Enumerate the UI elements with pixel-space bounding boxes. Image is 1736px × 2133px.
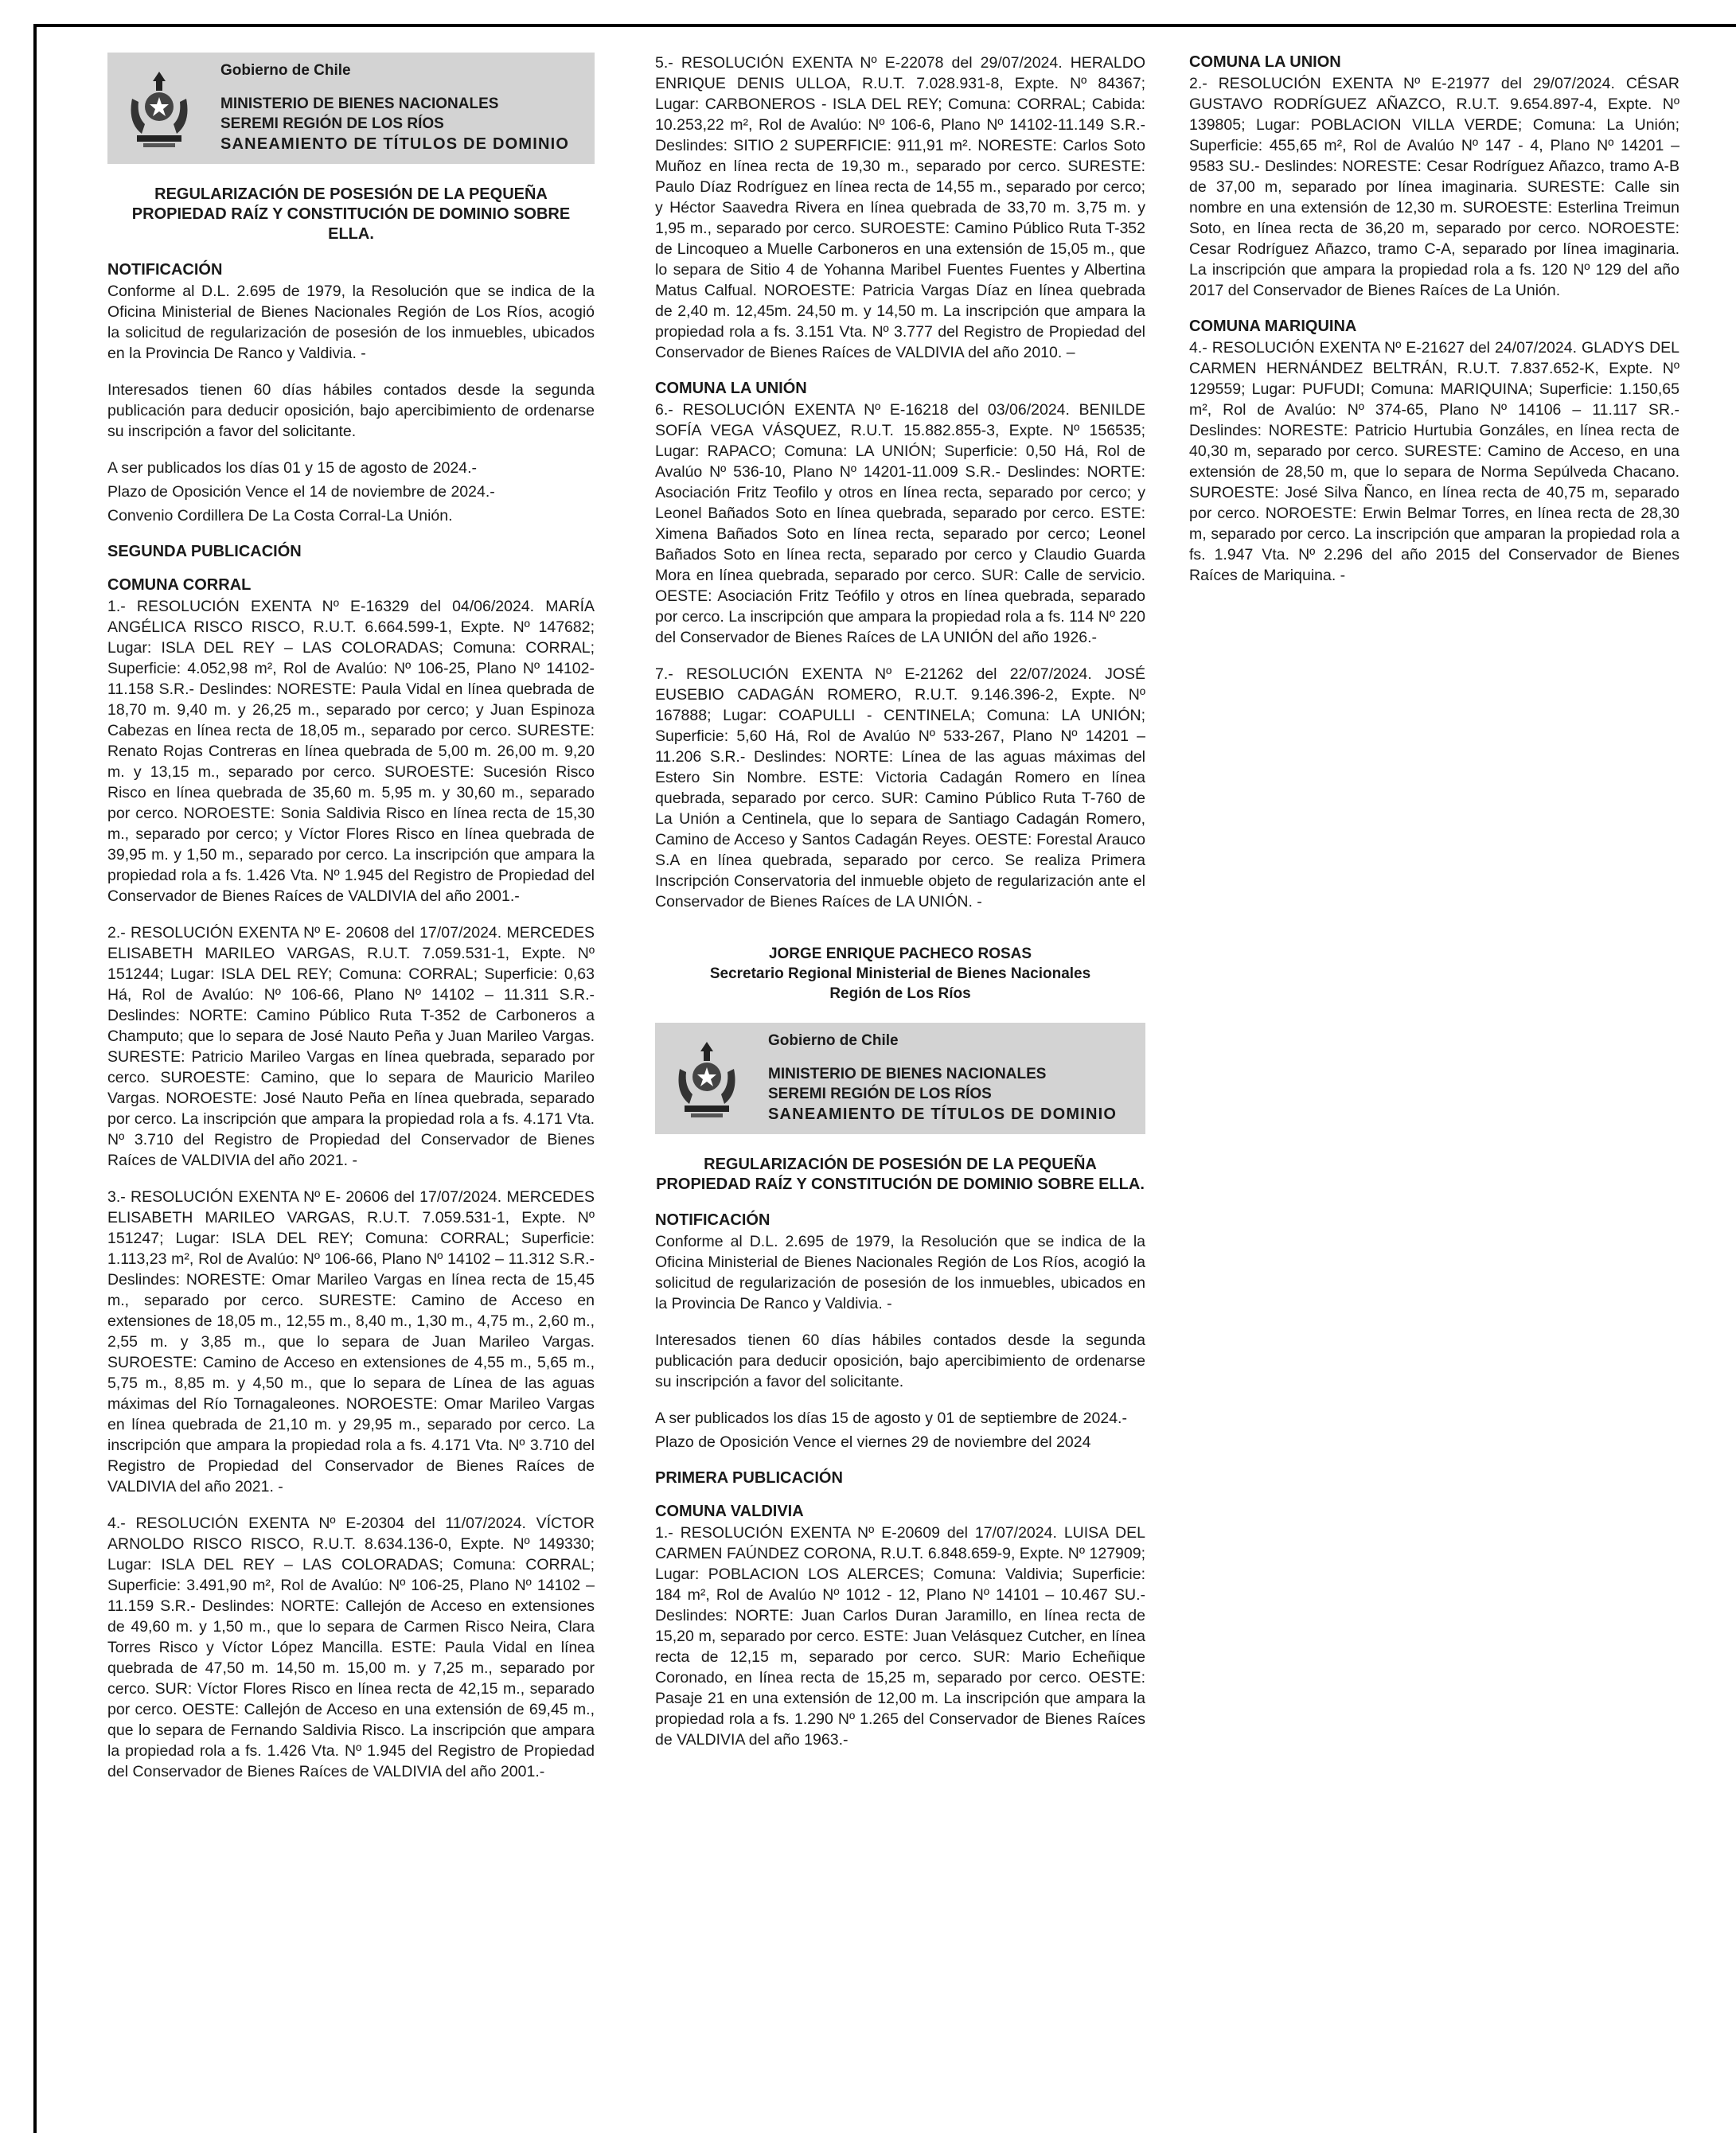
column-1	[107, 53, 595, 1798]
comuna-heading: COMUNA LA UNIÓN	[655, 380, 807, 397]
notificacion-heading: NOTIFICACIÓN	[107, 261, 223, 279]
resolution-item: 5.- RESOLUCIÓN EXENTA Nº E-22078 del 29/07/2024. HERALDO ENRIQUE DENIS ULLOA, R.U.T. 7.028.931-8, Expte. Nº 84367; Lugar: CARBONEROS - ISLA DEL REY; Comuna: CORRAL; Cabida: 10.253,22 m², Rol de Avalúo: Nº 106-6, Plano Nº 14102-11.149 S.R.- Deslindes: SITIO 2 SUPERFICIE: 911,91 m². NORESTE: Carlos Soto Muñoz en línea recta de 19,30 m., separado por cerco. SURESTE: Paulo Díaz Rodríguez en línea recta de 14,55 m., separado por cerco; y Héctor Saavedra Rivera en línea quebrada de 33,70 m. 3,75 m. y 1,95 m., separado por cerco. SUROESTE: Camino Público Ruta T-352 de Lincoqueo a Muelle Carboneros en una extensión de 15,05 m., que lo separa de Sitio 4 de Yohanna Maribel Fuentes Fuentes y Albertina Matus Calfual. NOROESTE: Patricia Vargas Díaz en línea quebrada de 2,40 m. 12,45m. 24,50 m. y 14,50 m. La inscripción que ampara la propiedad rola a fs. 3.151 Vta. Nº 3.777 del Registro de Propiedad del Conservador de Bienes Raíces de VALDIVIA del año 2010. –	[655, 54, 1145, 361]
chile-coat-of-arms-icon	[107, 57, 211, 160]
comuna-heading: COMUNA LA UNION	[1189, 53, 1341, 71]
signatory-role: Secretario Regional Ministerial de Bienes Nacionales	[709, 965, 1091, 982]
signature-block	[655, 944, 1145, 1004]
gobierno-label: Gobierno de Chile	[768, 1031, 899, 1049]
resolution-item: 6.- RESOLUCIÓN EXENTA Nº E-16218 del 03/06/2024. BENILDE SOFÍA VEGA VÁSQUEZ, R.U.T. 15.882.855-3, Expte. Nº 156535; Lugar: RAPACO; Comuna: LA UNIÓN; Superficie: 0,50 Há, Rol de Avalúo Nº 536-10, Plano Nº 14201-11.009 S.R.- Deslindes: NORTE: Asociación Fritz Teofilo y otros en línea recta, separado por cerco; y Leonel Bañados Soto en línea quebrada, separado por cerco. ESTE: Ximena Bañados Soto en línea recta, separado por cerco; Leonel Bañados Soto en línea recta, separado por cerco y Claudio Guarda Mora en línea quebrada, separado por cerco. SUR: Calle de servicio. OESTE: Asociación Fritz Teófilo y otros en línea quebrada, separado por cerco. La inscripción que ampara la propiedad rola a fs. 114 Nº 220 del Conservador de Bienes Raíces de LA UNIÓN del año 1926.-	[655, 401, 1145, 646]
column-2	[655, 53, 1145, 1766]
resolution-item: 2.- RESOLUCIÓN EXENTA Nº E- 20608 del 17/07/2024. MERCEDES ELISABETH MARILEO VARGAS, R.U.T. 7.059.531-1, Expte. Nº 151244; Lugar: ISLA DEL REY; Comuna: CORRAL; Superficie: 0,63 Há, Rol de Avalúo: Nº 106-66, Plano Nº 14102 – 11.311 S.R.- Deslindes: NORTE: Camino Público Ruta T-352 de Carboneros a Champuto; que lo separa de José Nauto Peña y Juan Marileo Vargas. SURESTE: Patricio Marileo Vargas en línea quebrada, separado por cerco. SUROESTE: Camino, que lo separa de Mauricio Marileo Vargas. NOROESTE: José Nauto Peña en línea quebrada, separado por cerco. La inscripción que ampara la propiedad rola a fs. 4.171 Vta. Nº 3.710 del Registro de Propiedad del Conservador de Bienes Raíces de VALDIVIA del año 2021. -	[107, 924, 595, 1169]
resolution-item: 2.- RESOLUCIÓN EXENTA Nº E-21977 del 29/07/2024. CÉSAR GUSTAVO RODRÍGUEZ AÑAZCO, R.U.T. 9.654.897-4, Expte. Nº 139805; Lugar: POBLACION VILLA VERDE; Comuna: La Unión; Superficie: 455,65 m², Rol de Avalúo Nº 147 - 4, Plano Nº 14201 – 9583 SU.- Deslindes: NORESTE: Cesar Rodríguez Añazco, tramo A-B de 37,00 m, separado por línea imaginaria. SURESTE: Calle sin nombre en una extensión de 12,30 m. SUROESTE: Esterlina Treimun Soto, en línea recta de 36,20 m, separado por cerco. NOROESTE: Cesar Rodríguez Añazco, tramo C-A, separado por línea imaginaria. La inscripción que ampara la propiedad rola a fs. 120 Nº 129 del año 2017 del Conservador de Bienes Raíces de La Unión.	[1189, 75, 1679, 299]
dates-line-1: A ser publicados los días 15 de agosto y 01 de septiembre de 2024.-	[655, 1410, 1127, 1427]
resolution-item: 1.- RESOLUCIÓN EXENTA Nº E-20609 del 17/07/2024. LUISA DEL CARMEN FAÚNDEZ CORONA, R.U.T. 6.848.659-9, Expte. Nº 127909; Lugar: POBLACION LOS ALERCES; Comuna: Valdivia; Superficie: 184 m², Rol de Avalúo Nº 1012 - 12, Plano Nº 14101 – 10.467 SU.- Deslindes: NORTE: Juan Carlos Duran Jaramillo, en línea recta de 15,20 m, separado por cerco. ESTE: Juan Velásquez Cutcher, en línea recta de 12,15 m, separado por cerco. SUR: Mario Echeñique Coronado, en línea recta de 15,25 m, separado por cerco. OESTE: Pasaje 21 en una extensión de 12,00 m. La inscripción que ampara la propiedad rola a fs. 1.290 Nº 1.265 del Conservador de Bienes Raíces de VALDIVIA del año 1963.-	[655, 1524, 1145, 1749]
notificacion-text: Conforme al D.L. 2.695 de 1979, la Resolución que se indica de la Oficina Ministerial de Bienes Nacionales Región de Los Ríos, acogió la solicitud de regularización de posesión de los inmuebles, ubicados en la Provincia De Ranco y Valdivia. -	[107, 283, 595, 362]
ministry-header-box	[655, 1023, 1145, 1134]
publicacion-heading: SEGUNDA PUBLICACIÓN	[107, 543, 302, 560]
resolution-item: 3.- RESOLUCIÓN EXENTA Nº E- 20606 del 17/07/2024. MERCEDES ELISABETH MARILEO VARGAS, R.U.T. 7.059.531-1, Expte. Nº 151247; Lugar: ISLA DEL REY; Comuna: CORRAL; Superficie: 1.113,23 m², Rol de Avalúo: Nº 106-66, Plano Nº 14102 – 11.312 S.R.- Deslindes: NORESTE: Omar Marileo Vargas en línea recta de 15,45 m., separado por cerco. SURESTE: Camino de Acceso en extensiones de 18,05 m., 12,55 m., 8,40 m., 1,30 m., 4,75 m., 2,60 m., 2,55 m. y 3,85 m., que lo separa de Juan Marileo Vargas. SUROESTE: Camino de Acceso en extensiones de 4,55 m., 5,65 m., 5,75 m., 8,85 m. y 4,50 m., que lo separa de Línea de las aguas máximas del Río Tornagaleones. NOROESTE: Omar Marileo Vargas en línea quebrada de 21,10 m. y 29,95 m., separado por cerco. La inscripción que ampara la propiedad rola a fs. 4.171 Vta. Nº 3.710 del Registro de Propiedad del Conservador de Bienes Raíces de VALDIVIA del año 2021. -	[107, 1188, 595, 1495]
ministry-line-1: MINISTERIO DE BIENES NACIONALES	[768, 1065, 1047, 1082]
ministry-line-2: SEREMI REGIÓN DE LOS RÍOS	[768, 1085, 992, 1102]
signatory-name: JORGE ENRIQUE PACHECO ROSAS	[768, 946, 1032, 962]
signatory-region: Región de Los Ríos	[829, 985, 971, 1002]
dates-line-2: Plazo de Oposición Vence el 14 de noviembre de 2024.-	[107, 483, 495, 501]
resolution-item: 1.- RESOLUCIÓN EXENTA Nº E-16329 del 04/06/2024. MARÍA ANGÉLICA RISCO RISCO, R.U.T. 6.664.599-1, Expte. Nº 147682; Lugar: ISLA DEL REY – LAS COLORADAS; Comuna: CORRAL; Superficie: 4.052,98 m², Rol de Avalúo: Nº 106-25, Plano Nº 14102-11.158 S.R.- Deslindes: NORESTE: Paula Vidal en línea quebrada de 18,70 m. 9,40 m. y 26,25 m., separado por cerco; y Juan Espinoza Cabezas en línea recta de 18,05 m., separado por cerco. SURESTE: Renato Rojas Contreras en línea quebrada de 5,00 m. 26,00 m. 9,20 m. y 13,15 m., separado por cerco. SUROESTE: Sucesión Risco Risco en línea quebrada de 35,60 m. 5,95 m. y 30,60 m., separado por cerco. NOROESTE: Sonia Saldivia Risco en línea recta de 15,30 m., separado por cerco; y Víctor Flores Risco en línea quebrada de 39,95 m. y 1,50 m., separado por cerco. La inscripción que ampara la propiedad rola a fs. 1.426 Vta. Nº 1.945 del Registro de Propiedad del Conservador de Bienes Raíces de VALDIVIA del año 2001.-	[107, 598, 595, 905]
notificacion-text: Conforme al D.L. 2.695 de 1979, la Resolución que se indica de la Oficina Ministerial de Bienes Nacionales Región de Los Ríos, acogió la solicitud de regularización de posesión de los inmuebles, ubicados en la Provincia De Ranco y Valdivia. -	[655, 1233, 1145, 1312]
comuna-heading: COMUNA MARIQUINA	[1189, 318, 1357, 335]
ministry-header-box	[107, 53, 595, 164]
dates-line-1: A ser publicados los días 01 y 15 de agosto de 2024.-	[107, 459, 477, 477]
dates-line-3: Convenio Cordillera De La Costa Corral-La Unión.	[107, 507, 453, 524]
column-3	[1189, 53, 1679, 602]
interesados-text: Interesados tienen 60 días hábiles contados desde la segunda publicación para deducir oposición, bajo apercibimiento de ordenarse su inscripción a favor del solicitante.	[107, 381, 595, 440]
resolution-item: 7.- RESOLUCIÓN EXENTA Nº E-21262 del 22/07/2024. JOSÉ EUSEBIO CADAGÁN ROMERO, R.U.T. 9.146.396-2, Expte. Nº 167888; Lugar: COAPULLI - CENTINELA; Comuna: LA UNIÓN; Superficie: 5,60 Há, Rol de Avalúo Nº 533-267, Plano Nº 14201 – 11.206 S.R.- Deslindes: NORTE: Línea de las aguas máximas del Estero Sin Nombre. ESTE: Victoria Cadagán Romero en línea quebrada, separado por cerco. SUR: Camino Público Ruta T-760 de La Unión a Centinela, que lo separa de Santiago Cadagán Romero, Camino de Acceso y Santos Cadagán Reyes. OESTE: Forestal Arauco S.A en línea quebrada, separado por cerco. Se realiza Primera Inscripción Conservatoria del inmueble objeto de regularización ante el Conservador de Bienes Raíces de LA UNIÓN. -	[655, 665, 1145, 911]
gobierno-label: Gobierno de Chile	[220, 61, 351, 79]
notice-title: REGULARIZACIÓN DE POSESIÓN DE LA PEQUEÑA PROPIEDAD RAÍZ Y CONSTITUCIÓN DE DOMINIO SOBRE ELLA.	[131, 185, 571, 243]
notificacion-heading: NOTIFICACIÓN	[655, 1211, 770, 1229]
publicacion-heading: PRIMERA PUBLICACIÓN	[655, 1469, 843, 1487]
notice-title: REGULARIZACIÓN DE POSESIÓN DE LA PEQUEÑA PROPIEDAD RAÍZ Y CONSTITUCIÓN DE DOMINIO SOBRE ELLA.	[656, 1156, 1145, 1193]
resolution-item: 4.- RESOLUCIÓN EXENTA Nº E-21627 del 24/07/2024. GLADYS DEL CARMEN HERNÁNDEZ BELTRÁN, R.U.T. 7.837.652-K, Expte. Nº 129559; Lugar: PUFUDI; Comuna: MARIQUINA; Superficie: 1.150,65 m², Rol de Avalúo: Nº 374-65, Plano Nº 14106 – 11.117 SR.- Deslindes: NORESTE: Patricio Hurtubia Gonzáles, en línea recta de 40,30 m, separado por cerco. SURESTE: Camino de Acceso, en una extensión de 28,50 m, que lo separa de Norma Sepúlveda Chacano. SUROESTE: José Silva Ñanco, en línea recta de 40,75 m, separado por cerco. NOROESTE: Erwin Belmar Torres, en línea recta de 28,30 m, separado por cerco. La inscripción que amparan la propiedad rola a fs. 1.947 Vta. Nº 2.296 del año 2015 del Conservador de Bienes Raíces de Mariquina. -	[1189, 339, 1679, 584]
ministry-line-3: SANEAMIENTO DE TÍTULOS DE DOMINIO	[768, 1105, 1118, 1123]
interesados-text: Interesados tienen 60 días hábiles contados desde la segunda publicación para deducir oposición, bajo apercibimiento de ordenarse su inscripción a favor del solicitante.	[655, 1332, 1145, 1390]
comuna-heading: COMUNA CORRAL	[107, 576, 252, 594]
ministry-line-3: SANEAMIENTO DE TÍTULOS DE DOMINIO	[220, 135, 570, 153]
ministry-line-2: SEREMI REGIÓN DE LOS RÍOS	[220, 115, 444, 132]
dates-line-2: Plazo de Oposición Vence el viernes 29 de noviembre del 2024	[655, 1433, 1091, 1451]
comuna-heading: COMUNA VALDIVIA	[655, 1503, 804, 1520]
chile-coat-of-arms-icon	[655, 1027, 759, 1130]
ministry-line-1: MINISTERIO DE BIENES NACIONALES	[220, 95, 499, 112]
resolution-item: 4.- RESOLUCIÓN EXENTA Nº E-20304 del 11/07/2024. VÍCTOR ARNOLDO RISCO RISCO, R.U.T. 8.634.136-0, Expte. Nº 149330; Lugar: ISLA DEL REY – LAS COLORADAS; Comuna: CORRAL; Superficie: 3.491,90 m², Rol de Avalúo: Nº 106-25, Plano Nº 14102 – 11.159 S.R.- Deslindes: NORTE: Callejón de Acceso en extensiones de 49,60 m. y 1,50 m., que lo separa de Carmen Risco Neira, Clara Torres Risco y Víctor López Mancilla. ESTE: Paula Vidal en línea quebrada de 47,50 m. 14,50 m. 15,00 m. y 7,25 m., separado por cerco. SUR: Víctor Flores Risco en línea recta de 42,15 m., separado por cerco. OESTE: Callejón de Acceso en una extensión de 69,45 m., que lo separa de Fernando Saldivia Risco. La inscripción que ampara la propiedad rola a fs. 1.426 Vta. Nº 1.945 del Registro de Propiedad del Conservador de Bienes Raíces de VALDIVIA del año 2001.-	[107, 1515, 595, 1780]
